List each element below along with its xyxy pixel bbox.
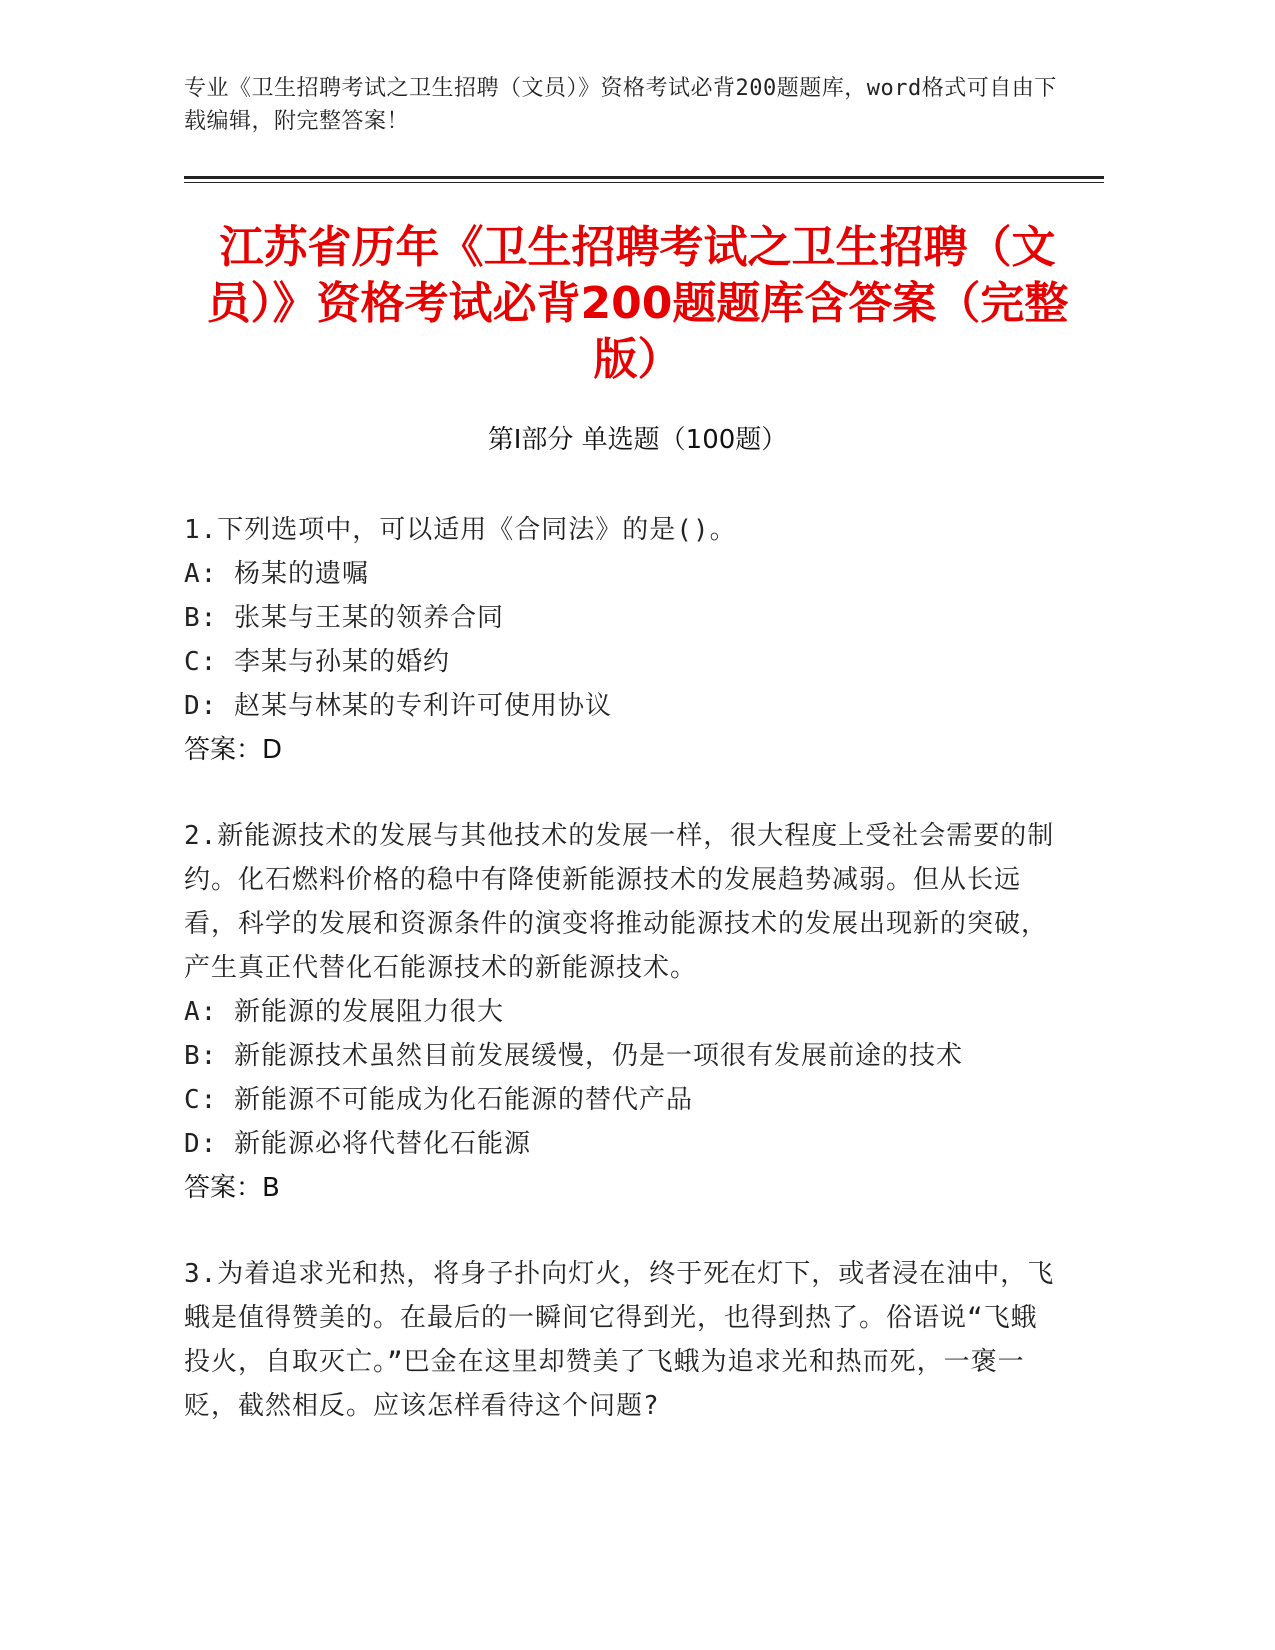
question-2 [184, 814, 1064, 1210]
option-c: C: 李某与孙某的婚约 [184, 647, 450, 677]
header-divider-thick [184, 176, 1104, 179]
question-1 [184, 508, 1064, 772]
question-stem: 3.为着追求光和热，将身子扑向灯火，终于死在灯下，或者浸在油中，飞蛾是值得赞美的。在最后的一瞬间它得到光，也得到热了。俗语说“飞蛾投火，自取灭亡。”巴金在这里却赞美了飞蛾为追求光和热而死，一褒一贬，截然相反。应该怎样看待这个问题? [184, 1259, 1055, 1421]
option-a: A: 杨某的遗嘱 [184, 559, 369, 589]
answer: 答案：B [184, 1173, 280, 1203]
option-d: D: 新能源必将代替化石能源 [184, 1129, 531, 1159]
option-b: B: 新能源技术虽然目前发展缓慢，仍是一项很有发展前途的技术 [184, 1041, 963, 1071]
header-divider-thin [184, 182, 1104, 183]
document-title: 江苏省历年《卫生招聘考试之卫生招聘（文员）》资格考试必背200题题库含答案（完整版） [206, 222, 1069, 385]
option-d: D: 赵某与林某的专利许可使用协议 [184, 691, 612, 721]
header-note: 专业《卫生招聘考试之卫生招聘（文员）》资格考试必背200题题库，word格式可自由下载编辑，附完整答案！ [184, 76, 1057, 134]
option-c: C: 新能源不可能成为化石能源的替代产品 [184, 1085, 693, 1115]
question-list [184, 508, 1064, 1470]
question-stem: 1.下列选项中，可以适用《合同法》的是()。 [184, 515, 737, 545]
option-b: B: 张某与王某的领养合同 [184, 603, 504, 633]
answer: 答案：D [184, 735, 283, 765]
question-3 [184, 1252, 1064, 1428]
section-heading: 第I部分 单选题（100题） [487, 425, 788, 455]
question-stem: 2.新能源技术的发展与其他技术的发展一样，很大程度上受社会需要的制约。化石燃料价格的稳中有降使新能源技术的发展趋势减弱。但从长远看，科学的发展和资源条件的演变将推动能源技术的发展出现新的突破，产生真正代替化石能源技术的新能源技术。 [184, 821, 1055, 983]
option-a: A: 新能源的发展阻力很大 [184, 997, 504, 1027]
